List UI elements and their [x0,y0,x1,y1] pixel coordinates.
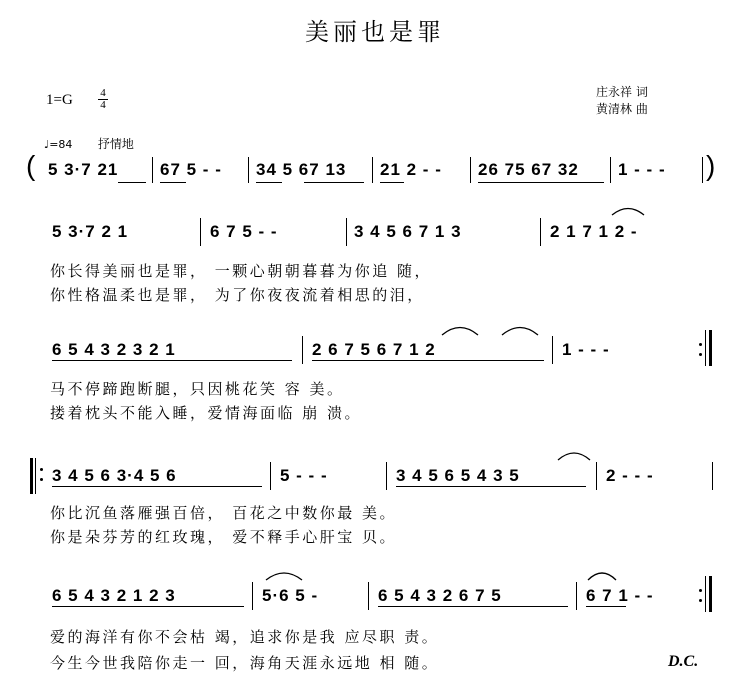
line1-measure-3: 3 4 5 6 7 1 3 [354,222,462,241]
line4-measure-4: 6 7 1 - - [586,586,654,605]
tempo-value: ♩=84 [44,138,73,151]
line1-lyrics-verse2: 你性格温柔也是罪， 为了你夜夜流着相思的泪， [50,286,425,304]
line3-measure-1: 3 4 5 6 3·4 5 6 [52,466,177,485]
line2-lyrics-verse1: 马不停蹄跑断腿，只因桃花笑 容 美。 [50,380,345,398]
da-capo-mark: D.C. [668,653,699,670]
line4-lyrics-verse1: 爱的海洋有你不会枯 竭，追求你是我 应尽职 责。 [50,628,440,646]
intro-measure-3: 34 5 67 13 [256,160,347,179]
time-signature-bottom: 4 [100,99,106,111]
line4-measure-3: 6 5 4 3 2 6 7 5 [378,586,502,605]
line4-measure-2: 5·6 5 - [262,586,319,605]
intro-measure-4: 21 2 - - [380,160,442,179]
line2-lyrics-verse2: 搂着枕头不能入睡，爱情海面临 崩 溃。 [50,404,363,422]
line1-measure-4: 2 1 7 1 2 - [550,222,638,241]
intro-open-paren: ( [26,150,36,181]
line4-measure-1: 6 5 4 3 2 1 2 3 [52,586,176,605]
line1-measure-2: 6 7 5 - - [210,222,278,241]
composer-credit: 黄清林 曲 [596,102,648,116]
intro-measure-5: 26 75 67 32 [478,160,579,179]
line2-measure-1: 6 5 4 3 2 3 2 1 [52,340,176,359]
key-signature: 1=G [46,92,73,108]
line3-lyrics-verse2: 你是朵芬芳的红玫瑰， 爱不释手心肝宝 贝。 [50,528,398,546]
intro-measure-2: 67 5 - - [160,160,222,179]
lyricist-credit: 庄永祥 词 [596,85,648,99]
slur [558,453,590,460]
line2-measure-2: 2 6 7 5 6 7 1 2 [312,340,436,359]
line3-measure-4: 2 - - - [606,466,654,485]
intro-close-paren: ) [706,150,716,181]
page-title: 美丽也是罪 [305,18,445,46]
slur [442,328,478,336]
line1-measure-1: 5 3·7 2 1 [52,222,129,241]
time-signature-top: 4 [100,87,106,99]
slur [612,209,644,216]
intro-measure-6: 1 - - - [618,160,666,179]
slur [502,328,538,336]
slur [266,573,302,580]
expression-mark: 抒情地 [97,137,134,151]
line3-measure-2: 5 - - - [280,466,328,485]
intro-measure-1: 5 3·7 21 [48,160,119,179]
line4-lyrics-verse2: 今生今世我陪你走一 回，海角天涯永远地 相 随。 [50,654,440,672]
line2-measure-3: 1 - - - [562,340,610,359]
line1-lyrics-verse1: 你长得美丽也是罪， 一颗心朝朝暮暮为你追 随， [50,262,433,280]
slur [588,573,616,580]
line3-measure-3: 3 4 5 6 5 4 3 5 [396,466,520,485]
line3-lyrics-verse1: 你比沉鱼落雁强百倍， 百花之中数你最 美。 [50,504,398,522]
